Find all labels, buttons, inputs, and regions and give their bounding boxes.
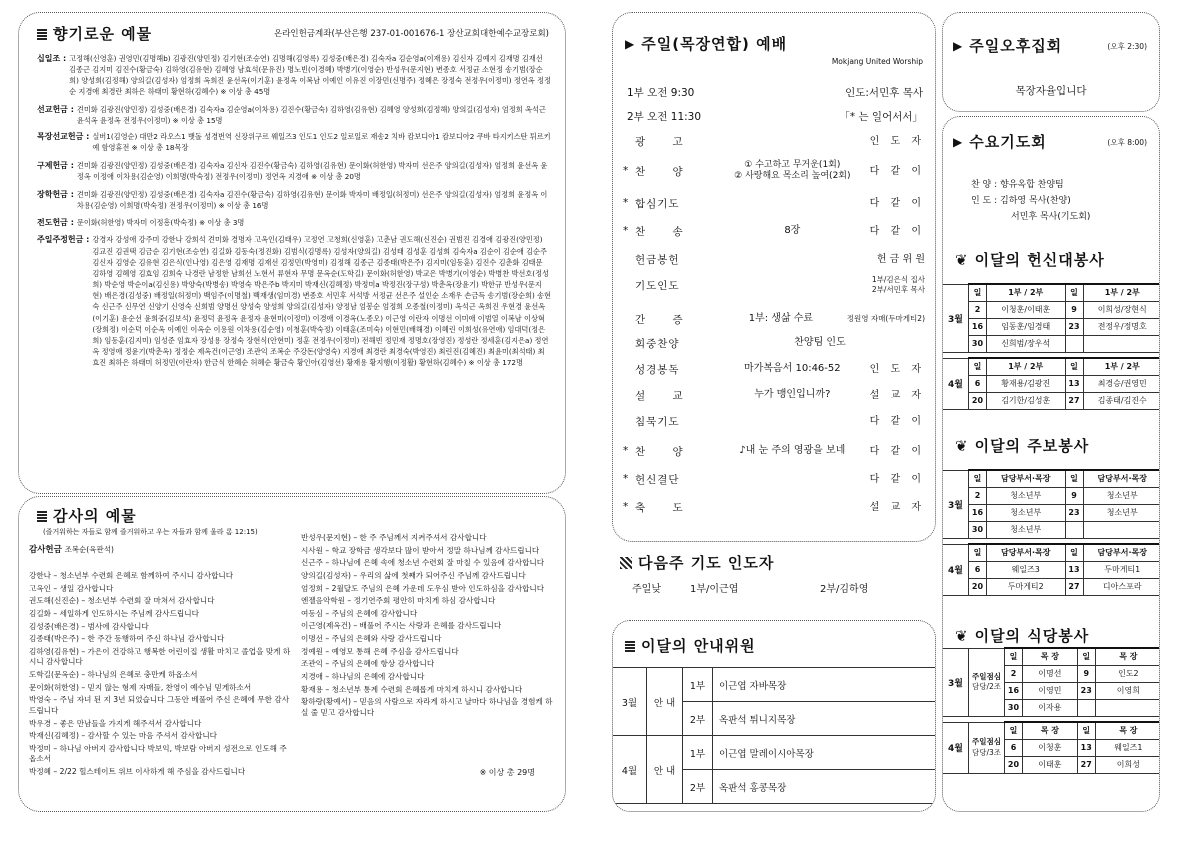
kitchen-header: 목 장 — [1023, 648, 1078, 665]
worship-item: 찬 양 — [635, 445, 695, 458]
bulletin-cell: 두마게티1 — [1083, 561, 1160, 578]
bulletin-title: ❦ 이달의 주보봉사 — [955, 436, 1090, 455]
guide-table — [612, 667, 936, 804]
worship-row — [623, 131, 925, 151]
wednesday-title: ▶ 수요기도회 — [953, 133, 1047, 151]
leaf-icon: ❦ — [955, 626, 969, 645]
thanks-entry: 시사원 – 학교 장학금 생각보다 많이 받아서 정말 하나님께 감사드립니다 — [301, 545, 540, 555]
thanks-entry: 문이화(허한영) – 믿지 않는 형제 자매들, 찬영이 예수님 믿게하소서 — [29, 682, 252, 692]
devotion-cell: 16 — [969, 318, 987, 335]
kitchen-lead — [969, 722, 1005, 773]
bulletin-cell: 2 — [969, 487, 987, 504]
offering-text: 실버1(김영순) 대만2 라오스1 뱃돌 성경번역 신장위구르 웨일즈3 인도1 인도2 일로일로 재송2 치바 캄보디아1 캄보디아2 쿠바 타지키스탄 튀르키예 함영휴전 ※ 이상 총 18목장 — [92, 131, 551, 153]
thanks-entry: 박정미 – 하나님 아버지 감사합니다 박보익, 박보람 아버지 성전으로 인도해 주옵소서 — [29, 743, 287, 764]
devotion-cell: 임동훈/임경태 — [987, 318, 1066, 335]
devotion-cell: 27 — [1065, 392, 1083, 409]
offering-label: 십일조 : — [37, 54, 67, 63]
kitchen-header: 일 — [1005, 722, 1023, 739]
offering-label: 목장선교헌금 : — [37, 131, 90, 141]
bulletin-header: 일 — [1065, 470, 1083, 487]
offering-label: 장학헌금 : — [37, 189, 74, 199]
worship-content: 누가 맹인입니까? — [754, 388, 831, 400]
kitchen-cell — [1077, 699, 1095, 716]
kitchen-cell: 이영희 — [1095, 682, 1160, 699]
kitchen-cell: 6 — [1005, 739, 1023, 756]
guide-month: 3월 — [613, 668, 647, 736]
leaf-icon: ❦ — [955, 436, 969, 455]
next-title: 다음주 기도 인도자 — [620, 552, 930, 573]
hatch-icon — [620, 557, 632, 569]
bulletin-header: 일 — [1065, 544, 1083, 561]
guide-part: 2부 — [683, 770, 713, 804]
devotion-cell: 신희범/장우석 — [987, 335, 1066, 352]
next-week — [620, 552, 930, 608]
kitchen-month: 3월 — [943, 648, 969, 716]
afternoon-title: ▶ 주일오후집회 — [953, 37, 1063, 55]
worship-content: 마가복음서 10:46-52 — [744, 362, 841, 374]
worship-time1: 1부 오전 9:30 — [627, 87, 695, 99]
bulletin-cell: 청소년부 — [987, 521, 1066, 538]
thanks-entry: 반성우(문지현) – 한 주 주님께서 지켜주셔서 감사합니다 — [301, 533, 487, 542]
devotion-cell: 이청훈/이태훈 — [987, 301, 1066, 318]
guide-person: 옥판석 튀니지목장 — [713, 702, 937, 736]
offering-row — [37, 217, 551, 229]
worship-content: 찬양팀 인도 — [794, 336, 846, 348]
devotion-cell: 김기한/김성훈 — [987, 392, 1066, 409]
worship-row — [623, 309, 925, 329]
worship-content: ♪내 눈 주의 영광을 보네 — [739, 444, 846, 456]
thanks-entry: 박재신(김혜정) – 감사할 수 있는 마음 주셔서 감사합니다 — [29, 731, 217, 741]
worship-who: 1부/김은식 집사 2부/서민후 목사 — [871, 275, 925, 294]
guide-month: 4월 — [613, 736, 647, 804]
devotion-cell — [1083, 335, 1160, 352]
thanks-entry: 정예원 – 예영모 통해 은혜 주심을 감사드립니다 — [301, 646, 459, 656]
kitchen-lead-b: 담당/2조 — [971, 682, 1002, 691]
devotion-header: 1부 / 2부 — [987, 284, 1066, 301]
worship-item: 헌신결단 — [635, 473, 680, 486]
offering-box — [18, 12, 566, 494]
thanks-entry: 이명선 – 주님의 은혜와 사랑 감사드립니다 — [301, 634, 442, 643]
kitchen-cell: 이영민 — [1023, 682, 1078, 699]
worship-star: * — [623, 165, 629, 177]
bulletin-cell: 23 — [1065, 504, 1083, 521]
kitchen-month: 4월 — [943, 722, 969, 773]
offering-text: 견미화 김광진(양민정) 김성중(배은경) 김숙자a 김순영a(이차용) 김진수(황금숙) 김하영(김유현) 김혜영 양성희(김정해) 양의길(김성자) 엄정희 옥석근 윤석옥 윤정옥 전정우(이정미) ※ 이상 총 15명 — [76, 104, 546, 125]
worship-row — [623, 359, 925, 379]
worship-who: 설 교 자 — [869, 389, 925, 401]
kitchen-cell — [1095, 699, 1160, 716]
next-label: 주일낮 — [632, 584, 661, 595]
leaf-icon: ❦ — [955, 250, 969, 269]
worship-row — [623, 411, 925, 431]
thanks-total: ※ 이상 총 29명 — [479, 768, 535, 777]
kitchen-header: 목 장 — [1095, 648, 1160, 665]
bulletin-header: 일 — [969, 544, 987, 561]
devotion-header: 일 — [1065, 358, 1083, 375]
guide-part: 1부 — [683, 668, 713, 702]
worship-star: * — [623, 445, 629, 457]
kitchen-cell: 23 — [1077, 682, 1095, 699]
worship-star: * — [623, 225, 629, 237]
devotion-cell — [1065, 335, 1083, 352]
worship-row — [623, 221, 925, 241]
offering-row — [37, 53, 551, 98]
thanks-entry: 엔젤음악학원 – 정기연주회 평안히 마치게 하심 감사합니다 — [301, 596, 496, 606]
wednesday-info: 찬 양 : 향유옥합 찬양팀 인 도 : 김하영 목사(찬양) 서민후 목사(기도회) — [971, 180, 1091, 222]
offering-title: 향기로운 예물 — [37, 23, 152, 44]
arrow-icon: ▶ — [625, 36, 636, 51]
worship-stand-note: 「* 는 일어서서」 — [839, 111, 923, 123]
offering-row — [37, 104, 551, 126]
bulletin-month: 3월 — [943, 470, 969, 538]
worship-time2: 2부 오전 11:30 — [627, 111, 702, 123]
worship-leader: 인도:서민후 목사 — [845, 87, 923, 99]
guide-person: 이근엽 말레이시아목장 — [713, 736, 937, 770]
next-a: 1부/이근엽 — [690, 584, 739, 595]
thanks-entry: 신근주 – 하나님에 은혜 속에 청소년 수련회 잘 마칠 수 있음에 감사합니다 — [301, 558, 545, 568]
thanks-sub: 감사헌금 조복순(육판석) — [29, 545, 114, 555]
kitchen-cell: 20 — [1005, 756, 1023, 773]
bulletin-cell: 디아스포라 — [1083, 578, 1160, 595]
kitchen-cell: 이청훈 — [1023, 739, 1078, 756]
devotion-cell: 20 — [969, 392, 987, 409]
devotion-header: 1부 / 2부 — [1083, 358, 1160, 375]
worship-row — [623, 249, 925, 269]
thanks-entry: 지경애 – 하나님의 은혜에 감사합니다 — [301, 671, 425, 681]
bulletin-header: 담당부서·목장 — [987, 544, 1066, 561]
devotion-header: 1부 / 2부 — [1083, 284, 1160, 301]
devotion-title: ❦ 이달의 헌신대봉사 — [955, 250, 1105, 269]
worship-item: 기도인도 — [635, 279, 680, 292]
next-b: 2부/김하영 — [820, 584, 869, 595]
worship-star: * — [623, 197, 629, 209]
bulletin-cell: 6 — [969, 561, 987, 578]
worship-who: 다 같 이 — [869, 415, 925, 427]
afternoon-text: 목장자율입니다 — [1015, 85, 1087, 97]
offering-text: 견미화 김광진(양민정) 김성중(배은경) 김숙자a 김진수(황금숙) 김하영(김유현) 문이화 박자미 배정일(허정미) 선은주 양의길(김성자) 엄정희 윤정옥 이차용(김순영) 이희명(박숙정) 전정우(이정미) ※ 이상 총 16명 — [76, 189, 548, 210]
guide-part: 1부 — [683, 736, 713, 770]
worship-star: * — [623, 473, 629, 485]
kitchen-header: 목 장 — [1023, 722, 1078, 739]
worship-en: Mokjang United Worship — [831, 57, 923, 66]
kitchen-cell: 웨일즈1 — [1095, 739, 1160, 756]
bulletin-cell: 청소년부 — [987, 504, 1066, 521]
kitchen-lead-a: 주일점심 — [972, 737, 1001, 746]
worship-who: 인 도 자 — [869, 363, 925, 375]
afternoon-box — [942, 12, 1160, 112]
thanks-entry: 도학길(문옥순) – 하나님의 은혜로 충만케 하옵소서 — [29, 670, 198, 679]
bulletin-cell: 20 — [969, 578, 987, 595]
kitchen-cell: 이자용 — [1023, 699, 1078, 716]
worship-item: 찬 양 — [635, 165, 695, 178]
worship-who: 정원영 자매(두마게티2) — [846, 314, 925, 324]
worship-content: 1부: 생삶 수료 — [748, 312, 814, 324]
worship-who: 다 같 이 — [869, 197, 925, 209]
worship-title: ▶ 주일(목장연합) 예배 — [625, 35, 788, 53]
worship-content: ① 수고하고 무거운(1회) ② 사랑해요 목소리 높여(2회) — [734, 159, 851, 181]
bulletin-header: 담당부서·목장 — [1083, 470, 1160, 487]
offering-list — [37, 53, 551, 368]
thanks-title: 감사의 예물 — [37, 505, 137, 526]
offering-label: 주일주정헌금 : — [37, 235, 90, 245]
bars-icon — [625, 640, 635, 652]
devotion-cell: 23 — [1065, 318, 1083, 335]
bulletin-cell — [1083, 521, 1160, 538]
worship-who: 다 같 이 — [869, 225, 925, 237]
bulletin-cell: 27 — [1065, 578, 1083, 595]
thanks-entry: 양의길(김성자) – 우리의 삶에 첫째가 되어주신 주님께 감사드립니다 — [301, 570, 526, 580]
offering-row — [37, 131, 551, 153]
bulletin-table — [942, 469, 1160, 596]
offering-label: 선교헌금 : — [37, 104, 74, 114]
devotion-cell: 30 — [969, 335, 987, 352]
worship-item: 찬 송 — [635, 225, 695, 238]
worship-item: 설 교 — [635, 389, 695, 402]
guide-title: 이달의 안내위원 — [625, 635, 756, 656]
devotion-table — [942, 283, 1160, 410]
offering-text: 문이화(허한영) 박자미 이정흥(박숙정) ※ 이상 총 3명 — [76, 217, 245, 227]
bulletin-header: 담당부서·목장 — [987, 470, 1066, 487]
devotion-cell: 9 — [1065, 301, 1083, 318]
worship-star: * — [623, 501, 629, 513]
worship-who: 다 같 이 — [869, 445, 925, 457]
worship-who: 인 도 자 — [869, 135, 925, 147]
offering-label: 전도헌금 : — [37, 217, 74, 227]
devotion-month: 3월 — [943, 284, 969, 352]
kitchen-cell: 16 — [1005, 682, 1023, 699]
worship-row — [623, 161, 925, 181]
offering-text: 고정해(신영훈) 권영민(김명해b) 김광진(양민정) 김기현(조승연) 김명해(김영록) 김성중(배은경) 김숙자a 김순영a(이재용) 김신자 김예지 김재명 김재선 김종근 김지미 김진수(황금숙) 김하영(김유현) 김혜영 남효석(문유진) 명노빈(이경혜) 박병기(이영순) 반성우(문지현) 변종호 서정균 소현정 송기범(장순희) 양성희(김정해) 양의길(김성자) 엄정희 옥희진 윤선옥(이기훈) 윤정옥 이복남 이예인 이유진 이장민(신명주) 정혜은 장정숙 전정우(이정미) 정연옥 정정순 지경애 최경란 최하은 하태미 황현하(김혜수) ※ 이상 총 45명 — [69, 54, 551, 97]
worship-who: 설 교 자 — [869, 501, 925, 513]
offering-account: 온라인헌금계좌(부산은행 237-01-001676-1 장산교회대한예수교장로회) — [274, 29, 549, 39]
bulletin-header: 담당부서·목장 — [1083, 544, 1160, 561]
thanks-entry: 권도해(신진순) – 청소년부 수련회 잘 마쳐서 감사합니다 — [29, 596, 215, 606]
bulletin-cell: 웨일즈3 — [987, 561, 1066, 578]
kitchen-cell: 이명선 — [1023, 665, 1078, 682]
bulletin-cell: 청소년부 — [987, 487, 1066, 504]
offering-row — [37, 189, 551, 211]
thanks-entry: 김하영(김유현) – 가은이 건강하고 행복한 어린이집 생활 마치고 졸업을 맞게 하시니 감사합니다 — [29, 646, 291, 667]
bulletin-cell: 두마게티2 — [987, 578, 1066, 595]
thanks-entry: 고옥인 – 생일 감사합니다 — [29, 583, 114, 593]
wednesday-time: (오후 8:00) — [1107, 138, 1147, 147]
devotion-cell: 전정우/정명호 — [1083, 318, 1160, 335]
guide-role: 안 내 — [647, 668, 683, 736]
offering-row — [37, 234, 551, 368]
worship-item: 헌금봉헌 — [635, 253, 680, 266]
worship-item: 회중찬양 — [635, 337, 680, 350]
kitchen-lead — [969, 648, 1005, 716]
devotion-header: 일 — [1065, 284, 1083, 301]
thanks-entry: 김길화 – 세일하게 인도하시는 주님께 감사드립니다 — [29, 608, 199, 618]
kitchen-cell: 9 — [1077, 665, 1095, 682]
kitchen-header: 목 장 — [1095, 722, 1160, 739]
devotion-header: 일 — [969, 358, 987, 375]
devotion-cell: 6 — [969, 375, 987, 392]
thanks-box — [18, 496, 566, 812]
thanks-entry: 박영숙 – 주님 자녀 된 지 3년 되었습니다 그동안 베풀어 주신 은혜에 무한 감사드립니다 — [29, 695, 290, 715]
thanks-entry: 김종태(박은주) – 한 주간 동행하여 주신 하나님 감사합니다 — [29, 634, 225, 644]
bulletin-cell: 30 — [969, 521, 987, 538]
worship-row — [623, 469, 925, 489]
devotion-cell: 김종태/김진수 — [1083, 392, 1160, 409]
worship-who: 다 같 이 — [869, 165, 925, 177]
kitchen-cell: 30 — [1005, 699, 1023, 716]
kitchen-header: 일 — [1005, 648, 1023, 665]
bulletin-header: 일 — [969, 470, 987, 487]
devotion-cell: 13 — [1065, 375, 1083, 392]
thanks-entry: 황하랑(황예서) – 믿음의 사람으로 자라게 하시고 날마다 하나님을 경험케 하실 줄 믿고 감사합니다 — [301, 697, 553, 717]
arrow-icon: ▶ — [953, 38, 964, 53]
kitchen-cell: 이희성 — [1095, 756, 1160, 773]
offering-row — [37, 160, 551, 182]
worship-item: 광 고 — [635, 135, 695, 148]
offering-text: 견미화 김광진(양민정) 김성중(배은경) 김숙자a 김신자 김진수(황금숙) 김하영(김유현) 문이화(허한영) 박자미 선은주 양의길(김성자) 엄정희 윤선옥 윤정옥 이정애 이차용(김순영) 이희명(박숙정) 전정우(이정미) 정연옥 지경애 ※ 이상 총 20명 — [76, 161, 548, 182]
worship-row — [623, 333, 925, 353]
kitchen-cell: 2 — [1005, 665, 1023, 682]
devotion-month: 4월 — [943, 358, 969, 409]
kitchen-title: ❦ 이달의 식당봉사 — [955, 626, 1090, 645]
worship-row — [623, 193, 925, 213]
guide-person: 옥판석 홍콩목장 — [713, 770, 937, 804]
bulletin-cell: 9 — [1065, 487, 1083, 504]
kitchen-cell: 27 — [1077, 756, 1095, 773]
bulletin-month: 4월 — [943, 544, 969, 595]
worship-box — [612, 12, 936, 542]
worship-item: 침묵기도 — [635, 415, 680, 428]
thanks-entry: 김성중(배은경) – 범사에 감사합니다 — [29, 621, 149, 631]
worship-item: 축 도 — [635, 501, 695, 514]
kitchen-lead-a: 주일점심 — [972, 671, 1001, 681]
worship-content: 8장 — [784, 224, 801, 236]
thanks-entry: 박우경 – 좋은 만남들을 가지게 해주셔서 감사합니다 — [29, 718, 202, 728]
thanks-entry: 여동심 – 주님의 은혜에 감사합니다 — [301, 608, 418, 618]
guide-box — [612, 620, 936, 812]
thanks-entry: 강한나 – 청소년부 수련회 은혜로 함께하여 주시니 감사합니다 — [29, 571, 234, 580]
devotion-header: 일 — [969, 284, 987, 301]
bulletin-cell — [1065, 521, 1083, 538]
bulletin-cell: 16 — [969, 504, 987, 521]
worship-row — [623, 497, 925, 517]
worship-row — [623, 275, 925, 295]
worship-who: 헌 금 위 원 — [876, 253, 925, 265]
kitchen-cell: 이태훈 — [1023, 756, 1078, 773]
afternoon-time: (오후 2:30) — [1107, 42, 1147, 51]
guide-person: 이근엽 자바목장 — [713, 668, 937, 702]
devotion-cell: 최경승/권영민 — [1083, 375, 1160, 392]
worship-row — [623, 441, 925, 461]
thanks-col1 — [29, 571, 291, 780]
bulletin-cell: 청소년부 — [1083, 487, 1160, 504]
thanks-verse: (즐거워하는 자들로 함께 즐거워하고 우는 자들과 함께 울라 롬 12:15) — [43, 528, 258, 536]
side-box — [942, 116, 1160, 812]
offering-label: 구제헌금 : — [37, 161, 74, 171]
thanks-entry: 조관익 – 주님의 은혜에 항상 감사합니다 — [301, 659, 435, 669]
guide-role: 안 내 — [647, 736, 683, 804]
devotion-cell: 2 — [969, 301, 987, 318]
kitchen-cell: 13 — [1077, 739, 1095, 756]
offering-text: 강경자 강성애 강주미 강한나 강희석 견미화 경명자 고옥인(김태우) 고정연 고청희(신영훈) 고춘남 권도해(신진순) 권범진 김경애 김광진(양민정) 김교진 김권택 김금순 김기현(조승연) 김길화 김동숙(정진화) 김범식(김명록) 김성자(양의길) 김성태 김성훈 김성희 김숙자a 김순이 김순애 김순주 김신자 김영순 김유현 김은식(인나영) 김은영 김재명 김재선 김정민(박영미) 김정해 김종근 김종태(박은주) 김지미(임동훈) 김진수 김춘화 김태문 김하영 김혜영 김효임 김희숙 나경란 남정한 남희선 노현서 류현자 무명 문옥순(도학길) 문이화(허한영) 박교은 박병기(이영순) 박병찬 박선호(정성희) 박순영 박순이a(김신용) 박양숙(박병송) 박영숙 박은주b 박지미 박재신(김혜정) 박정미a 박정진(장구성) 박춘옥(장윤기) 박한규 반성우(문지현) 배은경(김성중) 배정일(허정미) 백임주(이명철) 백재생(임미경) 변종호 서민후 서석방 서정균 선은주 설인순 소재우 손금득 송기범(장순희) 송현숙 신근주 신무연 신양기 신영숙 신희범 양명선 양성숙 양성희 양의길(김성자) 양정남 엄봉순 엄정희 오종철(이정미) 옥석근 옥희진 우현경 윤선옥(이기훈) 윤순선 윤희중(김보석) 윤정덕 윤정옥 윤정자 윤현미(이정미) 이경애 이경옥(노종오) 이근영 이란자 이명선 이미애 이범열 이복남 이상혁(장희정) 이순덕 이순옥 이예인 이옥순 이용원 이차용(김순영) 이청훈(박숙정) 이태훈(조미숙) 이현민(배해경) 이혜린 이희성(유연애) 임대덕(정은희) 임동훈(김지미) 임성준 임효자 장성용 장정숙 장현식(안현미) 정훈 전정우(이정미) 전해빈 정민재 정명호(장영진) 정성란 정세훈(김지은a) 정연옥 정영애 정윤기(박춘옥) 정정순 제옥건(이근영) 조관익 조복순 주강돈(양영숙) 지경애 최경란 최경숙(박영진) 최린진(김혜진) 최윤미(최석태) 최효진 최하은 하태미 허정민(이란자) 한금식 한혜순 허혜순 황금숙 황인아(김영선) 황재용 황지행(이정활) 황현하(김혜수) ※ 이상 총 172명 — [92, 235, 551, 368]
devotion-cell: 이희성/장현식 — [1083, 301, 1160, 318]
thanks-col2 — [301, 533, 559, 720]
bulletin-cell: 청소년부 — [1083, 504, 1160, 521]
thanks-entry: 박정혜 – 2/22 힐스테이트 위브 이사하게 해 주심을 감사드립니다 — [29, 767, 246, 776]
bars-icon — [37, 510, 47, 522]
worship-who: 다 같 이 — [869, 473, 925, 485]
kitchen-header: 일 — [1077, 722, 1095, 739]
kitchen-header: 일 — [1077, 648, 1095, 665]
kitchen-cell: 인도2 — [1095, 665, 1160, 682]
devotion-cell: 황재용/김광진 — [987, 375, 1066, 392]
thanks-entry: 황재용 – 청소년부 통계 수련회 은혜롭게 마치게 하시니 감사합니다 — [301, 684, 523, 694]
guide-part: 2부 — [683, 702, 713, 736]
devotion-header: 1부 / 2부 — [987, 358, 1066, 375]
thanks-entry: 엄정희 – 2월달도 주님의 은혜 가운데 도우심 받아 인도하심을 감사합니다 — [301, 583, 545, 593]
worship-item: 합심기도 — [635, 197, 680, 210]
worship-item: 간 증 — [635, 313, 695, 326]
thanks-entry: 이근영(제옥건) – 배풀어 주시는 사랑과 은혜를 감사드립니다 — [301, 621, 502, 631]
worship-row — [623, 385, 925, 405]
kitchen-table — [942, 647, 1160, 774]
kitchen-lead-b: 담당/3조 — [971, 747, 1002, 757]
bars-icon — [37, 28, 47, 40]
bulletin-cell: 13 — [1065, 561, 1083, 578]
worship-item: 성경봉독 — [635, 363, 680, 376]
arrow-icon: ▶ — [953, 134, 964, 149]
